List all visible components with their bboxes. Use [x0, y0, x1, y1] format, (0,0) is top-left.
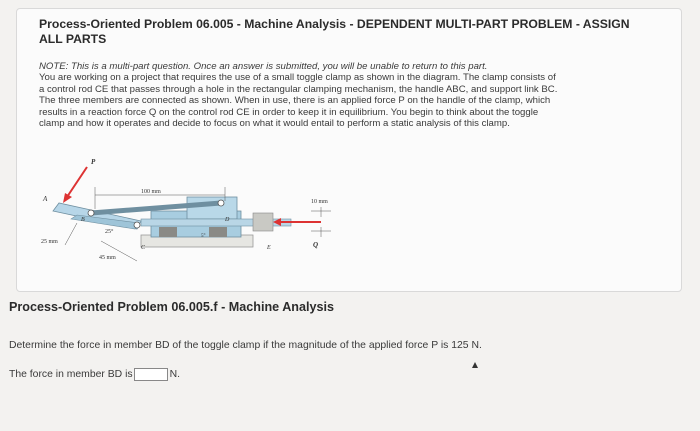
label-dim-45: 45 mm — [99, 255, 116, 261]
label-dim-25: 25 mm — [41, 239, 58, 245]
label-dim-100: 100 mm — [141, 189, 161, 195]
pin-b — [88, 210, 94, 216]
note-line: a control rod CE that passes through a hole in the rectangular clamping mechanism, the handle ABC, and support link BC. — [39, 83, 558, 95]
label-a: A — [43, 195, 48, 203]
label-dim-10: 10 mm — [311, 199, 328, 205]
answer-unit: N. — [169, 369, 180, 380]
force-p-arrow — [67, 167, 87, 197]
part-question: Determine the force in member BD of the toggle clamp if the magnitude of the applied force P is 125 N. — [9, 340, 482, 351]
problem-title: Process-Oriented Problem 06.005 - Machine Analysis - DEPENDENT MULTI-PART PROBLEM - ASSIGN ALL PARTS — [39, 17, 630, 46]
label-e: E — [267, 245, 271, 251]
label-d: D — [225, 217, 230, 223]
part-title: Process-Oriented Problem 06.005.f - Machine Analysis — [9, 300, 334, 314]
label-p: P — [91, 158, 96, 166]
body-slot — [209, 227, 227, 237]
label-c: C — [141, 245, 146, 251]
answer-prefix: The force in member BD is — [9, 369, 133, 380]
mouse-cursor-icon — [472, 362, 478, 368]
note-line: NOTE: This is a multi-part question. Once an answer is submitted, you will be unable to return to this part. — [39, 61, 488, 72]
rod-block-e — [253, 213, 273, 231]
note-line: The three members are connected as shown. When in use, there is an applied force P on the handle of the clamp, which — [39, 95, 551, 107]
pin-d — [218, 200, 224, 206]
answer-input[interactable] — [134, 368, 168, 381]
problem-card — [16, 8, 682, 292]
body-slot — [159, 227, 177, 237]
label-q: Q — [313, 241, 319, 249]
force-p-arrowhead — [63, 193, 72, 203]
note-line: clamp and how it operates and decide to focus on what it would entail to perform a static analysis of this clamp. — [39, 118, 510, 130]
answer-row — [9, 368, 180, 381]
note-line: You are working on a project that requires the use of a small toggle clamp as shown in the diagram. The clamp consists of — [39, 72, 556, 84]
label-b: B — [81, 217, 85, 223]
label-angle-25: 25° — [105, 229, 114, 235]
problem-note — [39, 61, 661, 129]
toggle-clamp-diagram — [41, 157, 351, 275]
note-line: results in a reaction force Q on the control rod CE in order to keep it in equilibrium. You begin to think about the toggle — [39, 106, 539, 118]
clamp-upper-block — [187, 197, 237, 219]
label-angle-5: 5° — [201, 234, 206, 239]
dimension-line-25 — [65, 223, 77, 245]
pin-c — [134, 222, 140, 228]
